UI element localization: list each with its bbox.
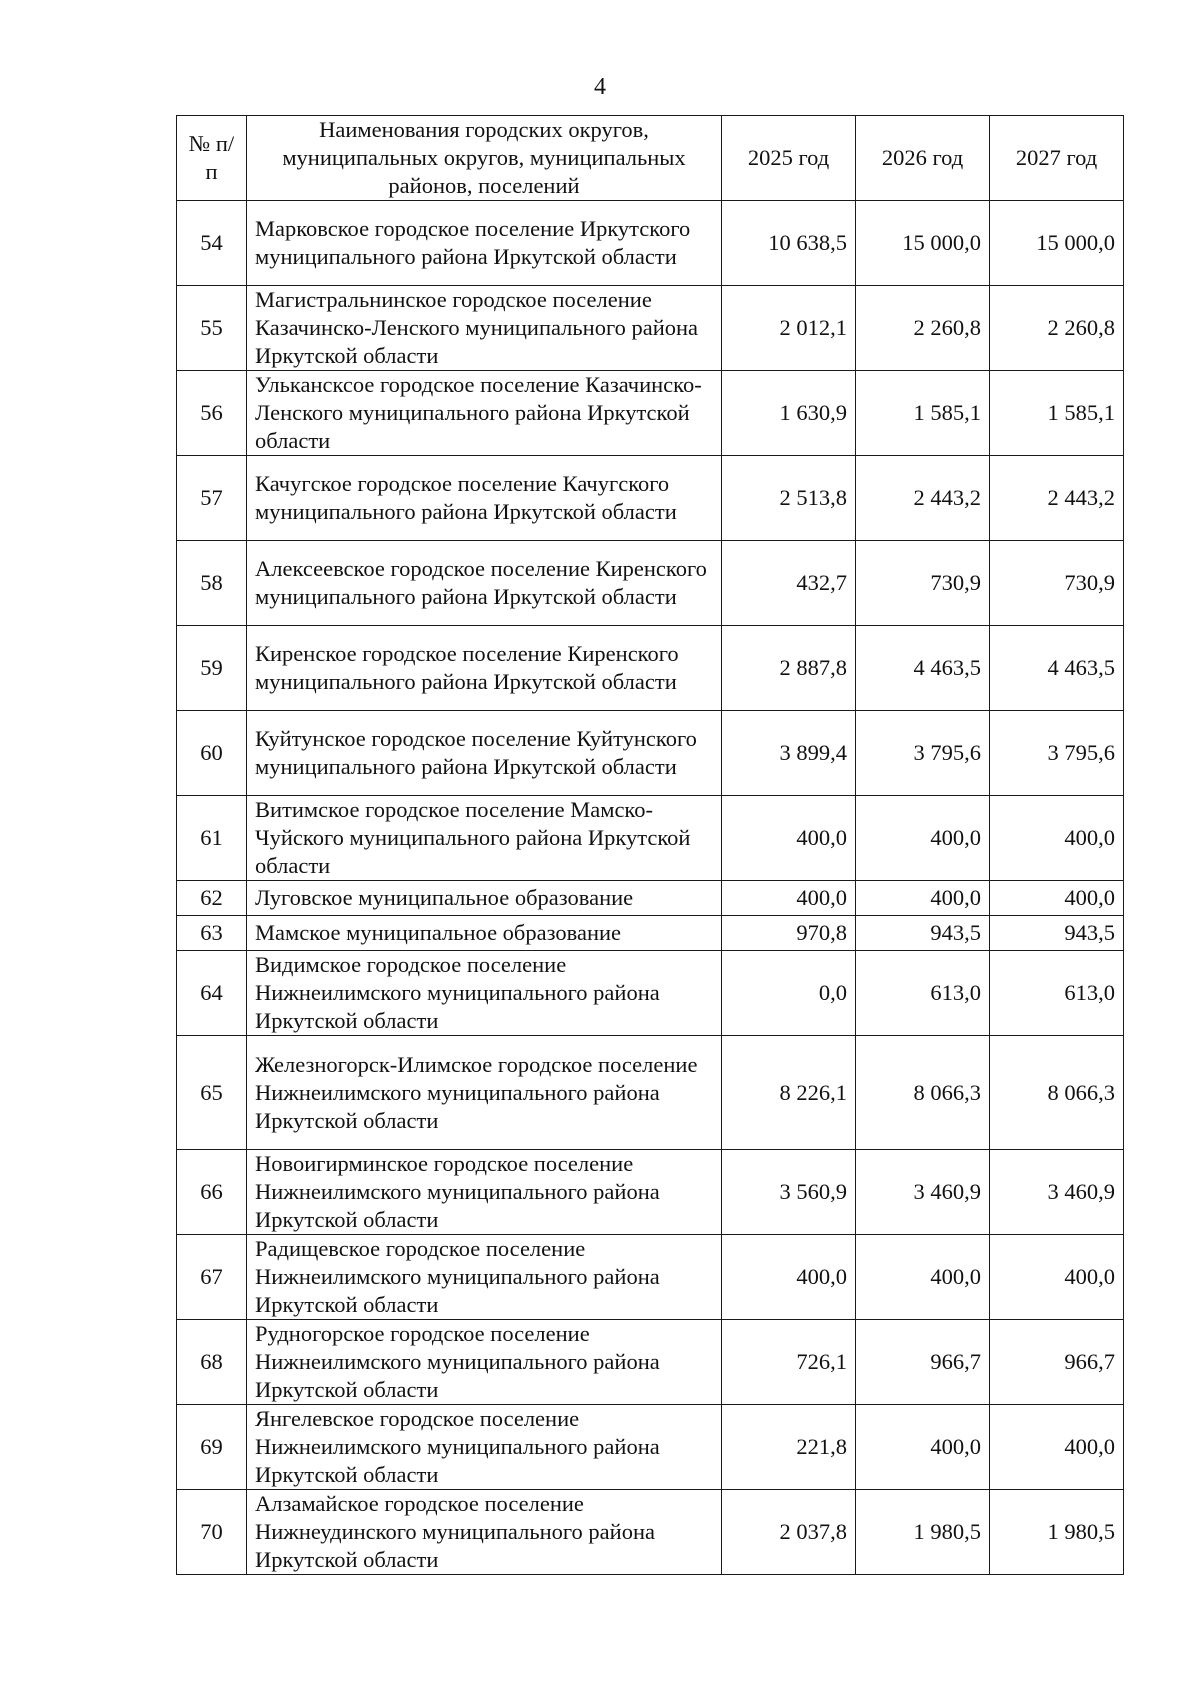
- row-number: 70: [177, 1490, 247, 1575]
- table-header-row: [177, 116, 1124, 201]
- row-value-2026: 1 585,1: [856, 371, 990, 456]
- row-value-2026: 3 795,6: [856, 711, 990, 796]
- header-name: Наименования городских округов, муниципальных округов, муниципальных районов, поселений: [247, 116, 722, 201]
- row-value-2026: 2 260,8: [856, 286, 990, 371]
- header-2025: 2025 год: [722, 116, 856, 201]
- table-row: [177, 1320, 1124, 1405]
- row-value-2025: 400,0: [722, 1235, 856, 1320]
- row-value-2026: 400,0: [856, 1235, 990, 1320]
- row-number: 54: [177, 201, 247, 286]
- row-value-2026: 943,5: [856, 916, 990, 951]
- table-row: [177, 456, 1124, 541]
- table-row: [177, 371, 1124, 456]
- row-value-2026: 400,0: [856, 881, 990, 916]
- row-value-2027: 400,0: [990, 1235, 1124, 1320]
- row-value-2026: 3 460,9: [856, 1150, 990, 1235]
- row-name: Качугское городское поселение Качугского муниципального района Иркутской области: [247, 456, 722, 541]
- row-value-2027: 3 795,6: [990, 711, 1124, 796]
- row-name: Мамское муниципальное образование: [247, 916, 722, 951]
- table-row: [177, 1036, 1124, 1150]
- row-value-2027: 8 066,3: [990, 1036, 1124, 1150]
- row-number: 68: [177, 1320, 247, 1405]
- row-value-2025: 1 630,9: [722, 371, 856, 456]
- row-value-2025: 221,8: [722, 1405, 856, 1490]
- row-name: Марковское городское поселение Иркутского муниципального района Иркутской области: [247, 201, 722, 286]
- row-value-2025: 2 037,8: [722, 1490, 856, 1575]
- row-value-2027: 2 260,8: [990, 286, 1124, 371]
- row-name: Алзамайское городское поселение Нижнеудинского муниципального района Иркутской области: [247, 1490, 722, 1575]
- row-name: Янгелевское городское поселение Нижнеилимского муниципального района Иркутской области: [247, 1405, 722, 1490]
- row-value-2026: 15 000,0: [856, 201, 990, 286]
- row-name: Рудногорское городское поселение Нижнеилимского муниципального района Иркутской области: [247, 1320, 722, 1405]
- row-value-2027: 966,7: [990, 1320, 1124, 1405]
- table-row: [177, 1150, 1124, 1235]
- page-number: 4: [594, 74, 606, 100]
- row-value-2027: 613,0: [990, 951, 1124, 1036]
- row-number: 55: [177, 286, 247, 371]
- header-2027: 2027 год: [990, 116, 1124, 201]
- row-value-2027: 943,5: [990, 916, 1124, 951]
- row-value-2025: 2 513,8: [722, 456, 856, 541]
- table-row: [177, 1405, 1124, 1490]
- row-value-2025: 726,1: [722, 1320, 856, 1405]
- row-value-2026: 966,7: [856, 1320, 990, 1405]
- table-row: [177, 626, 1124, 711]
- row-number: 59: [177, 626, 247, 711]
- table-row: [177, 711, 1124, 796]
- header-2026: 2026 год: [856, 116, 990, 201]
- row-number: 64: [177, 951, 247, 1036]
- row-value-2025: 400,0: [722, 796, 856, 881]
- row-name: Радищевское городское поселение Нижнеилимского муниципального района Иркутской области: [247, 1235, 722, 1320]
- row-value-2025: 970,8: [722, 916, 856, 951]
- table-row: [177, 201, 1124, 286]
- row-value-2025: 0,0: [722, 951, 856, 1036]
- row-name: Новоигирминское городское поселение Нижнеилимского муниципального района Иркутской области: [247, 1150, 722, 1235]
- row-number: 56: [177, 371, 247, 456]
- row-value-2026: 2 443,2: [856, 456, 990, 541]
- row-name: Железногорск-Илимское городское поселение Нижнеилимского муниципального района Иркутской области: [247, 1036, 722, 1150]
- row-value-2025: 8 226,1: [722, 1036, 856, 1150]
- row-name: Витимское городское поселение Мамско-Чуйского муниципального района Иркутской области: [247, 796, 722, 881]
- row-value-2025: 3 560,9: [722, 1150, 856, 1235]
- row-name: Алексеевское городское поселение Киренского муниципального района Иркутской области: [247, 541, 722, 626]
- table-row: [177, 916, 1124, 951]
- row-name: Куйтунское городское поселение Куйтунского муниципального района Иркутской области: [247, 711, 722, 796]
- table-row: [177, 796, 1124, 881]
- table-row: [177, 951, 1124, 1036]
- table-row: [177, 1490, 1124, 1575]
- row-value-2027: 730,9: [990, 541, 1124, 626]
- row-number: 57: [177, 456, 247, 541]
- row-number: 66: [177, 1150, 247, 1235]
- row-value-2027: 1 585,1: [990, 371, 1124, 456]
- row-value-2026: 8 066,3: [856, 1036, 990, 1150]
- header-num: № п/п: [177, 116, 247, 201]
- row-name: Луговское муниципальное образование: [247, 881, 722, 916]
- row-number: 60: [177, 711, 247, 796]
- row-value-2027: 4 463,5: [990, 626, 1124, 711]
- table-row: [177, 881, 1124, 916]
- row-name: Видимское городское поселение Нижнеилимского муниципального района Иркутской области: [247, 951, 722, 1036]
- row-value-2027: 400,0: [990, 881, 1124, 916]
- row-value-2026: 400,0: [856, 1405, 990, 1490]
- row-value-2027: 400,0: [990, 796, 1124, 881]
- table-row: [177, 1235, 1124, 1320]
- row-value-2026: 400,0: [856, 796, 990, 881]
- row-value-2027: 400,0: [990, 1405, 1124, 1490]
- row-value-2026: 4 463,5: [856, 626, 990, 711]
- row-value-2026: 730,9: [856, 541, 990, 626]
- row-number: 61: [177, 796, 247, 881]
- row-number: 69: [177, 1405, 247, 1490]
- row-number: 65: [177, 1036, 247, 1150]
- row-number: 67: [177, 1235, 247, 1320]
- row-value-2025: 400,0: [722, 881, 856, 916]
- budget-table: [176, 115, 1124, 1575]
- row-value-2026: 613,0: [856, 951, 990, 1036]
- row-name: Магистральнинское городское поселение Казачинско-Ленского муниципального района Иркутской области: [247, 286, 722, 371]
- row-name: Киренское городское поселение Киренского муниципального района Иркутской области: [247, 626, 722, 711]
- row-value-2025: 432,7: [722, 541, 856, 626]
- table-row: [177, 541, 1124, 626]
- row-value-2027: 1 980,5: [990, 1490, 1124, 1575]
- row-value-2025: 2 887,8: [722, 626, 856, 711]
- row-name: Улькансксое городское поселение Казачинско-Ленского муниципального района Иркутской области: [247, 371, 722, 456]
- row-value-2027: 2 443,2: [990, 456, 1124, 541]
- row-value-2027: 15 000,0: [990, 201, 1124, 286]
- table-row: [177, 286, 1124, 371]
- row-number: 62: [177, 881, 247, 916]
- row-value-2025: 2 012,1: [722, 286, 856, 371]
- row-value-2025: 10 638,5: [722, 201, 856, 286]
- row-number: 58: [177, 541, 247, 626]
- row-value-2025: 3 899,4: [722, 711, 856, 796]
- row-value-2027: 3 460,9: [990, 1150, 1124, 1235]
- row-number: 63: [177, 916, 247, 951]
- row-value-2026: 1 980,5: [856, 1490, 990, 1575]
